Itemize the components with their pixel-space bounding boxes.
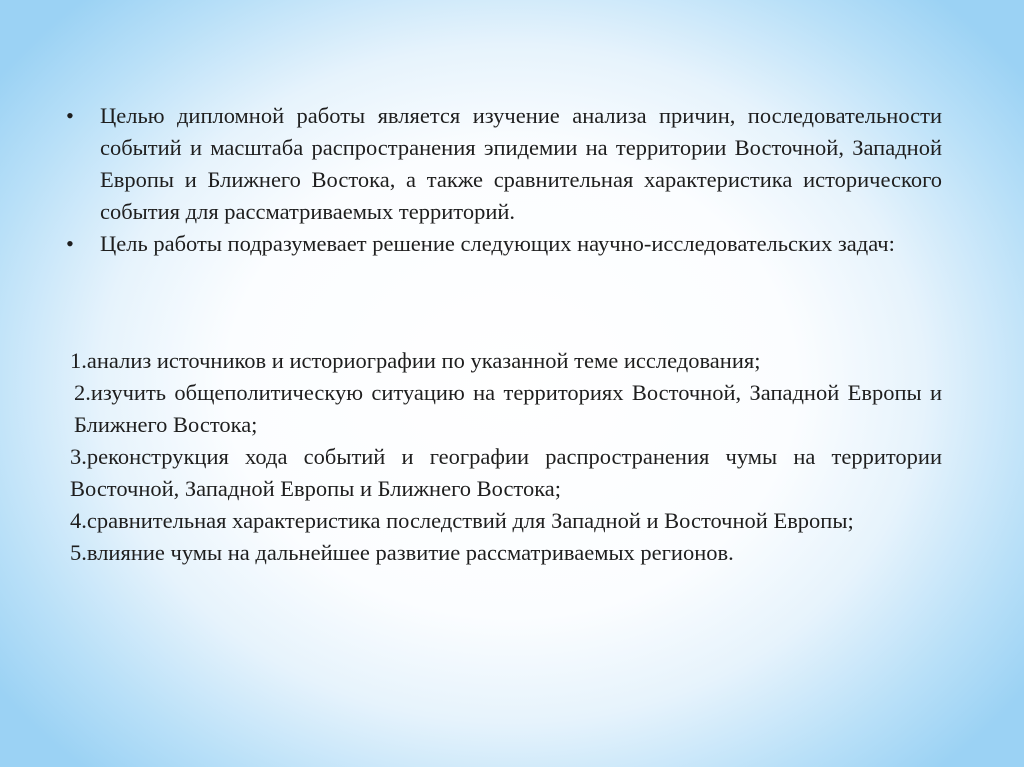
bullet-text: Целью дипломной работы является изучение анализа причин, последовательности событий и масштаба распространения эпидемии на территории Восточной, Западной Европы и Ближнего Востока, а также сравнительная характеристика исторического события для рассматриваемых территорий.: [100, 103, 942, 224]
task-item: 1.анализ источников и историографии по указанной теме исследования;: [70, 348, 761, 373]
bullet-item-tasks-intro: [66, 228, 942, 260]
bullet-item-goal: [66, 100, 942, 228]
bullet-list: [66, 100, 942, 260]
bullet-marker: •: [66, 231, 74, 256]
task-item: 3.реконструкция хода событий и географии распространения чумы на территории Восточной, Западной Европы и Ближнего Востока;: [70, 444, 942, 501]
bullet-text: Цель работы подразумевает решение следующих научно-исследовательских задач:: [100, 231, 895, 256]
task-item: 5.влияние чумы на дальнейшее развитие рассматриваемых регионов.: [70, 540, 734, 565]
task-item: 2.изучить общеполитическую ситуацию на территориях Восточной, Западной Европы и Ближнего Востока;: [74, 380, 942, 437]
bullet-marker: •: [66, 103, 74, 128]
task-list: [70, 345, 942, 569]
task-item: 4.сравнительная характеристика последствий для Западной и Восточной Европы;: [70, 508, 854, 533]
